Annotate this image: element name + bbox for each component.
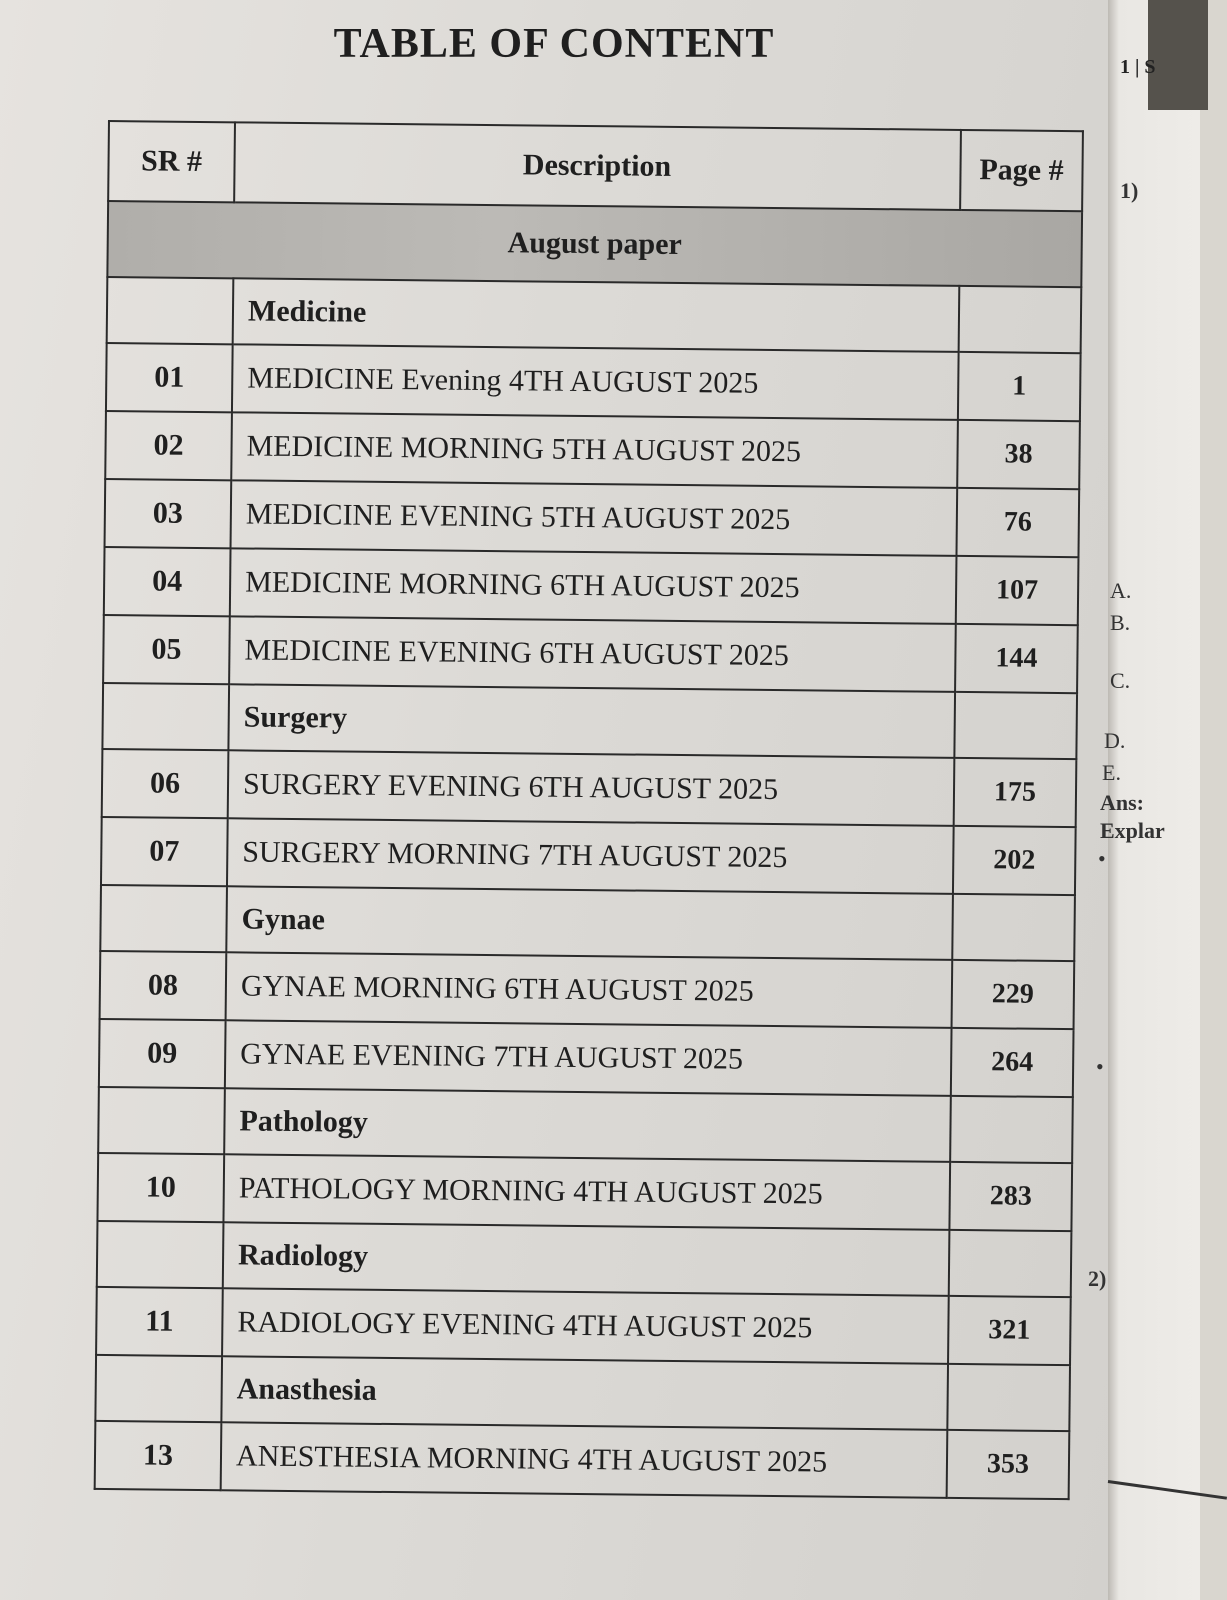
description-cell: RADIOLOGY EVENING 4TH AUGUST 2025 (222, 1288, 949, 1364)
option-b: B. (1110, 610, 1131, 635)
page-title: TABLE OF CONTENT (333, 21, 775, 67)
sr-cell: 01 (106, 343, 233, 412)
bullet-2: • (1096, 1054, 1104, 1079)
category-row (107, 277, 1082, 353)
toc-table (94, 120, 1084, 1500)
section-title: August paper (107, 201, 1082, 287)
table-row (100, 951, 1075, 1029)
page-cell: 144 (955, 624, 1078, 693)
description-cell: Pathology (224, 1088, 951, 1162)
table-row (105, 411, 1080, 489)
table-row (96, 1287, 1071, 1365)
table-row (104, 547, 1079, 625)
description-cell: SURGERY MORNING 7TH AUGUST 2025 (227, 818, 954, 894)
category-row (97, 1221, 1072, 1297)
description-cell: Anasthesia (221, 1356, 948, 1430)
option-d: D. (1104, 728, 1126, 753)
description-cell: GYNAE MORNING 6TH AUGUST 2025 (226, 952, 953, 1028)
description-cell: Radiology (223, 1222, 950, 1296)
sr-cell: 03 (105, 479, 232, 548)
page-cell: 283 (949, 1162, 1072, 1231)
sr-cell: 02 (105, 411, 232, 480)
sr-cell (97, 1221, 224, 1288)
sr-cell: 13 (95, 1421, 222, 1490)
page-cell: 264 (951, 1028, 1074, 1097)
description-cell: Surgery (228, 684, 955, 758)
page-cell: 175 (954, 758, 1077, 827)
table-row (97, 1153, 1072, 1231)
table-row (102, 749, 1077, 827)
description-cell: MEDICINE MORNING 6TH AUGUST 2025 (230, 548, 957, 624)
sr-cell: 04 (104, 547, 231, 616)
description-cell: MEDICINE MORNING 5TH AUGUST 2025 (231, 412, 958, 488)
option-c: C. (1110, 668, 1131, 693)
explanation-label: Explar (1100, 818, 1165, 843)
page-cell (954, 692, 1077, 759)
sr-cell: 07 (101, 817, 228, 886)
page-cell: 353 (947, 1430, 1070, 1499)
header-description: Description (234, 122, 961, 210)
adjacent-page-header: 1 | S (1120, 56, 1156, 78)
table-row (106, 343, 1081, 421)
sr-cell (107, 277, 234, 344)
page-header-bar (1148, 0, 1208, 110)
sr-cell: 09 (99, 1019, 226, 1088)
table-row (95, 1421, 1070, 1499)
option-a: A. (1110, 578, 1132, 603)
page-cell (952, 894, 1075, 961)
page-cell (950, 1096, 1073, 1163)
page-cell: 321 (948, 1296, 1071, 1365)
description-cell: PATHOLOGY MORNING 4TH AUGUST 2025 (223, 1154, 950, 1230)
description-cell: SURGERY EVENING 6TH AUGUST 2025 (228, 750, 955, 826)
page-cell: 202 (953, 826, 1076, 895)
sr-cell: 06 (102, 749, 229, 818)
description-cell: Gynae (226, 886, 953, 960)
description-cell: Medicine (233, 278, 960, 352)
category-row (100, 885, 1075, 961)
description-cell: ANESTHESIA MORNING 4TH AUGUST 2025 (221, 1422, 948, 1498)
sr-cell: 08 (100, 951, 227, 1020)
table-row (105, 479, 1080, 557)
table-row (99, 1019, 1074, 1097)
question-number-2: 2) (1088, 1266, 1107, 1291)
header-sr: SR # (108, 121, 235, 202)
page-cell (947, 1364, 1070, 1431)
description-cell: MEDICINE EVENING 5TH AUGUST 2025 (231, 480, 958, 556)
sr-cell (102, 683, 229, 750)
page-cell: 229 (952, 960, 1075, 1029)
question-number-1: 1) (1120, 178, 1139, 203)
description-cell: GYNAE EVENING 7TH AUGUST 2025 (225, 1020, 952, 1096)
category-row (102, 683, 1077, 759)
sr-cell: 11 (96, 1287, 223, 1356)
header-page: Page # (960, 130, 1083, 211)
adjacent-page (1088, 0, 1200, 1600)
sr-cell (100, 885, 227, 952)
table-header-row (108, 121, 1083, 211)
page-cell: 107 (956, 556, 1079, 625)
page-cell: 38 (957, 420, 1080, 489)
sr-cell: 10 (97, 1153, 224, 1222)
table-row (101, 817, 1076, 895)
page-cell (959, 286, 1082, 353)
page-cell: 76 (956, 488, 1079, 557)
page-cell: 1 (958, 352, 1081, 421)
option-e: E. (1102, 760, 1121, 785)
section-band-row (107, 201, 1082, 287)
sr-cell (95, 1355, 222, 1422)
description-cell: MEDICINE EVENING 6TH AUGUST 2025 (229, 616, 956, 692)
category-row (98, 1087, 1073, 1163)
table-row (103, 615, 1078, 693)
sr-cell: 05 (103, 615, 230, 684)
page-rule (1108, 1480, 1227, 1500)
bullet-1: • (1098, 846, 1106, 871)
sr-cell (98, 1087, 225, 1154)
description-cell: MEDICINE Evening 4TH AUGUST 2025 (232, 344, 959, 420)
page-cell (949, 1230, 1072, 1297)
category-row (95, 1355, 1070, 1431)
answer-label: Ans: (1100, 790, 1145, 815)
